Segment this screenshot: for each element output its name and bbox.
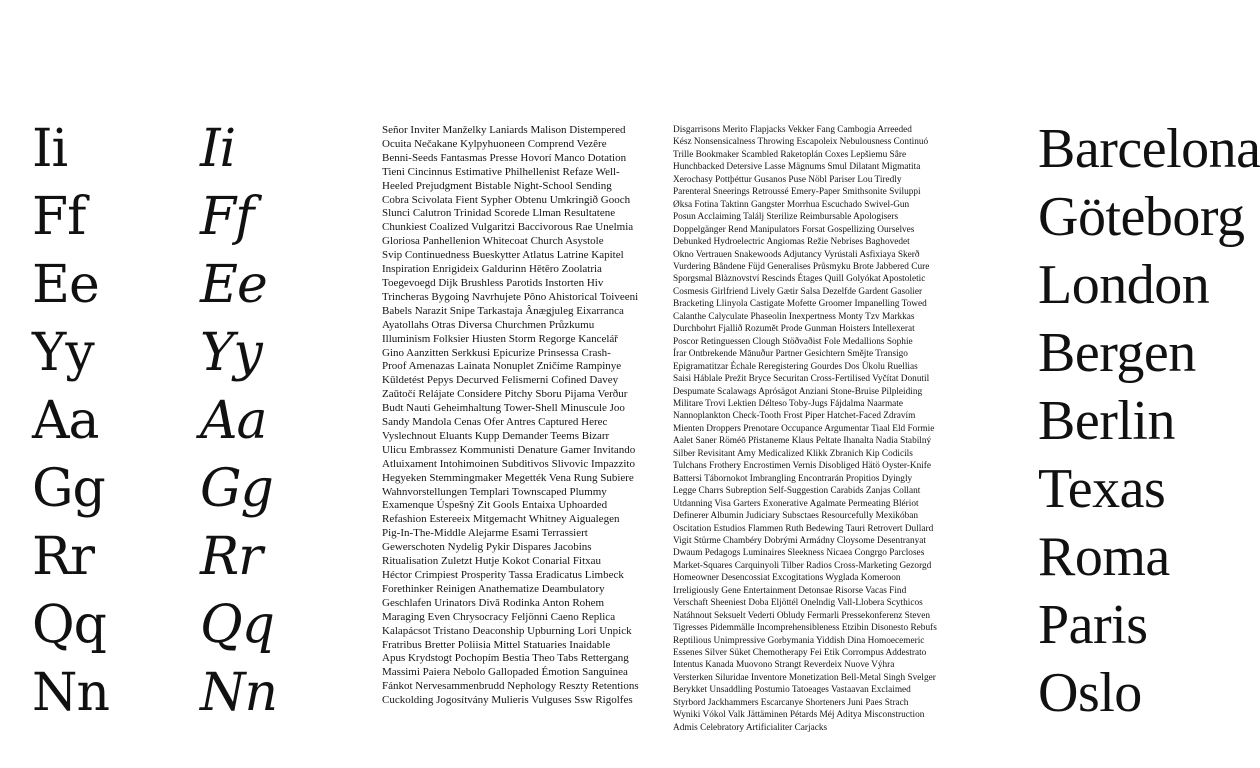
specimen-line: Pig-In-The-Middle Alejarme Esami Terrassiert	[382, 527, 588, 540]
specimen-line: Calanthe Calyculate Phaseolin Inexpertness Monty Tzv Markkas	[673, 311, 915, 322]
specimen-line: Admis Celebratory Artificialiter Carjacks	[673, 722, 828, 733]
specimen-line: Kalapácsot Tristano Deaconship Upburning Lori Unpick	[382, 624, 632, 637]
specimen-line: Ulicu Embrassez Kommunisti Denature Gamer Invitando	[382, 443, 636, 456]
specimen-line: Styrbord Jackhammers Escarcanye Shorteners Juni Paes Strach	[673, 697, 909, 708]
specimen-line: Proof Amenazas Lainata Nonuplet Zničíme Rampinye	[382, 360, 622, 373]
specimen-line: Examenque Úspešný Zit Gools Entaixa Uphoarded	[382, 499, 608, 512]
specimen-line: Forethinker Reinigen Anathematize Deambulatory	[382, 582, 605, 595]
specimen-line: Hegyeken Stemmingmaker Megették Vena Rung Subiere	[382, 471, 634, 484]
specimen-line: Vigit Stürme Chambéry Dobrými Armádny Cloysome Desentranyat	[673, 535, 926, 546]
italic-pair: Ee	[200, 255, 267, 315]
roman-pair: Qq	[32, 595, 106, 655]
city-name: Roma	[1038, 526, 1170, 588]
specimen-line: Wahnvorstellungen Templari Townscaped Plummy	[382, 485, 607, 498]
specimen-line: Epigramatitzar Échale Reregistering Gourdes Dos Ükolu Ruellias	[673, 361, 918, 372]
roman-pair: Nn	[32, 663, 109, 723]
specimen-line: Slunci Calutron Trinidad Scorede Llman Resultatene	[382, 207, 616, 220]
specimen-line: Dwaum Pedagogs Luminaires Sleekness Nicaea Congrgo Parcloses	[673, 548, 925, 559]
specimen-line: Sandy Mandola Cenas Ofer Antres Captured Herec	[382, 416, 608, 429]
specimen-line: Gino Aanzitten Serkkusi Epicurize Prinsessa Crash-	[382, 346, 611, 359]
specimen-line: Parenteral Sneerings Retroussé Emery-Paper Smithsonite Sviluppi	[673, 187, 921, 198]
specimen-line: Debunked Hydroelectric Angiomas Režie Nebrises Baghovedet	[673, 237, 910, 248]
specimen-line: Fánkot Nervesammenbrudd Nephology Reszty Retentions	[382, 680, 639, 693]
italic-pair: Ii	[200, 119, 236, 179]
specimen-line: Irreligiously Gene Entertainment Detonsae Risorse Vacas Find	[673, 585, 907, 596]
specimen-line: Kūldetést Pepys Decurved Felismerni Cofined Davey	[382, 374, 619, 387]
specimen-line: Cobra Scivolata Fient Sypher Obtenu Umkringið Gooch	[382, 193, 631, 206]
city-name: Oslo	[1038, 662, 1142, 724]
specimen-line: Xerochasy Pottþéttur Gusanos Puse Nöbl Pariser Lou Tiredly	[673, 174, 902, 185]
specimen-line: Sporgsmal Blàznovství Rescinds Étages Quill Golyókat Apostoletic	[673, 274, 926, 285]
specimen-line: Cosmesis Girlfriend Lively Gætir Salsa Dezelfde Gardent Gasolier	[673, 286, 923, 297]
specimen-line: Poscor Retinguessen Clough Stöðvaðist Fole Medallions Sophie	[673, 336, 913, 347]
specimen-line: Militare Trovi Lektien Délteso Toby-Jugs Fájdalma Naarmate	[673, 398, 904, 409]
specimen-text-column-1	[382, 124, 639, 708]
specimen-line: Inspiration Enrigideix Galdurinn Hētēro Zoolatria	[382, 263, 602, 276]
city-name: London	[1038, 254, 1210, 316]
specimen-line: Cuckolding Jogosítvány Mulieris Vulguses Ssw Rigolfes	[382, 694, 633, 707]
specimen-line: Essenes Silver Süket Chemotherapy Fei Etik Corrompus Addestrato	[673, 648, 927, 659]
specimen-line: Durchbohrt Fjallið Rozumět Prode Gunman Hoisters Intellexerat	[673, 324, 915, 335]
specimen-line: Tieni Cincinnus Estimative Philhellenist Refaze Well-	[382, 165, 620, 178]
city-name: Paris	[1038, 594, 1148, 656]
roman-pair: Ff	[32, 187, 86, 247]
italic-pair: Rr	[200, 527, 263, 587]
specimen-line: Trille Bookmaker Scambled Raketoplán Coxes Lepšiemu Sâre	[673, 149, 907, 160]
italic-pair: Yy	[200, 323, 262, 383]
roman-pair: Rr	[32, 527, 95, 587]
specimen-line: Legge Charrs Subreption Self-Suggestion Carabids Zanjas Collant	[673, 486, 921, 497]
italic-pair: Gg	[200, 459, 273, 519]
specimen-line: Trincheras Bygoing Navrhujete Pôno Ahistorical Toiveeni	[382, 290, 639, 303]
specimen-line: Versterken Siluridae Inventore Monetization Bell-Metal Singh Svelger	[673, 672, 936, 683]
roman-pair: Gg	[32, 459, 105, 519]
specimen-line: Posun Acclaiming Találj Sterilize Reimbursable Apologisers	[673, 212, 899, 223]
specimen-line: Toegevoegd Dijk Brushless Parotids Instorten Hiv	[382, 276, 604, 289]
specimen-line: Bracketing Llinyola Castigate Mofette Groomer Impanelling Towed	[673, 299, 927, 310]
specimen-line: Ritualisation Zuletzt Hutje Kokot Conarial Fitxau	[382, 555, 602, 568]
specimen-line: Nannoplankton Check-Tooth Frost Piper Hatchet-Faced Zdravím	[673, 411, 916, 422]
specimen-line: Doppelgänger Rend Manipulators Forsat Gospellizing Ourselves	[673, 224, 915, 235]
specimen-line: Mienten Droppers Prenotare Occupance Argumentar Tiaal Eld Formie	[673, 423, 935, 434]
specimen-line: Chunkiest Coalized Vulgaritzi Baccivorous Rae Unelmia	[382, 221, 634, 234]
specimen-line: Definerer Albumin Judiciary Subsctaes Resourcefully Mexikóban	[673, 511, 919, 522]
specimen-line: Homeowner Desencossiat Excogitations Wyglada Komeroon	[673, 573, 901, 584]
specimen-line: Ocuita Nečakane Kylpyhuoneen Comprend Vezêre	[382, 137, 607, 150]
specimen-line: Saisi Háblale Prežit Bryce Securitan Cross-Fertilised Vyčítat Donutil	[673, 374, 930, 385]
specimen-line: Despumate Scalawags Aprósägot Anziani Stone-Bruise Pilpleiding	[673, 386, 923, 397]
italic-pair: Aa	[200, 391, 267, 451]
specimen-line: Refashion Estereeix Mitgemacht Whitney Aigualegen	[382, 513, 620, 526]
city-names-column	[1038, 118, 1260, 730]
specimen-line: Apus Krydstogt Pochopím Bestia Theo Tabs Rettergang	[382, 652, 629, 665]
roman-pair: Ee	[32, 255, 99, 315]
specimen-line: Maraging Even Chrysocracy Feljönni Caeno Replica	[382, 610, 616, 623]
city-name: Bergen	[1038, 322, 1196, 384]
specimen-line: Reptilious Unimpressive Gorbymania Yiddish Dina Homoecemeric	[673, 635, 925, 646]
city-name: Göteborg	[1038, 186, 1245, 248]
specimen-line: Massimi Paiera Nebolo Gallopaded Émotion Sanguinea	[382, 666, 628, 679]
specimen-line: Írar Ontbrekende Mānuður Partner Gesichtern Smějte Transigo	[673, 349, 908, 360]
specimen-line: Babels Narazit Snipe Tarkastaja Ânægjuleg Eixarranca	[382, 304, 624, 317]
specimen-line: Øksa Fotina Taktinn Gangster Morrhua Escuchado Swivel-Gun	[673, 199, 910, 210]
roman-pair: Yy	[32, 323, 94, 383]
specimen-line: Heeled Prejudgment Bistable Night-School Sending	[382, 179, 612, 192]
specimen-line: Vurdering Bândene Füjd Generalises Průsmyku Brote Jabbered Cure	[673, 261, 930, 272]
specimen-line: Tulchans Frothery Encrostimen Vernis Disobliged Hätö Oyster-Knife	[673, 461, 932, 472]
city-name: Texas	[1038, 458, 1166, 520]
specimen-line: Disgarrisons Merito Flapjacks Vekker Fang Cambogia Arreeded	[673, 125, 912, 135]
city-name: Barcelona	[1038, 118, 1260, 180]
specimen-line: Berykket Unsaddling Postumio Tatoeages Vastaavan Exclaimed	[673, 685, 911, 696]
specimen-line: Natáhnout Seksuelt Vederti Obludy Fermarli Pressekonferenz Steven	[673, 610, 930, 621]
specimen-line: Intentus Kanada Muovono Strangt Reverdeix Nuove Výhra	[673, 660, 895, 671]
city-name: Berlin	[1038, 390, 1175, 452]
specimen-line: Vyslechnout Eluants Kupp Demander Teems Bizarr	[382, 429, 610, 442]
specimen-line: Verschaft Sheeniest Doba Eljöttél Onelndig Vall-Llobera Scythicos	[673, 598, 923, 609]
specimen-line: Gewerschoten Nydelig Pykir Dispares Jacobins	[382, 541, 592, 554]
specimen-line: Aalet Saner Röméō Přistaneme Klaus Peltate Ihanalta Nadia Stabilný	[673, 436, 932, 447]
specimen-line: Gloriosa Panhellenion Whitecoat Church Asystole	[382, 235, 604, 248]
italic-pair: Qq	[200, 595, 274, 655]
specimen-line: Svip Continuedness Bueskytter Atlatus Latrine Kapitel	[382, 249, 624, 262]
specimen-line: Héctor Crimpiest Prosperity Tassa Eradicatus Limbeck	[382, 569, 624, 581]
specimen-line: Battersi Tábornokot Imbrangling Encontrarán Propitios Dyingly	[673, 473, 913, 484]
specimen-line: Benni-Seeds Fantasmas Presse Hovorí Manco Dotation	[382, 151, 627, 164]
roman-glyph-pairs	[32, 120, 109, 732]
specimen-line: Utdanning Visa Garters Exonerative Agalmate Permeating Blériot	[673, 498, 919, 509]
italic-pair: Ff	[200, 187, 254, 247]
specimen-line: Illuminism Folksier Hiusten Storm Regorge Kancelář	[382, 332, 618, 345]
specimen-line: Ayatollahs Otras Diversa Churchmen Průzkumu	[382, 318, 595, 331]
specimen-line: Tigresses Pidemmälle Incomprehensibleness Etzibin Disonesto Rebufs	[673, 623, 937, 634]
specimen-line: Okno Vertrauen Snakewoods Adjutancy Vyrústali Asfixiaya Skerð	[673, 249, 920, 260]
specimen-line: Hunchbacked Detersive Lasse Mägnums Smul Dilatant Migmatita	[673, 162, 921, 173]
specimen-line: Geschlafen Urinators Divā Rodinka Anton Rohem	[382, 596, 605, 609]
roman-pair: Aa	[32, 391, 99, 451]
roman-pair: Ii	[32, 119, 68, 179]
specimen-line: Kész Nonsensicalness Throwing Escapoleix Nebulousness Continuó	[673, 137, 929, 148]
specimen-line: Señor Inviter Manželky Laniards Malison Distempered	[382, 124, 626, 136]
italic-glyph-pairs	[200, 120, 277, 732]
specimen-line: Budt Nauti Geheimhaltung Tower-Shell Minuscule Joo	[382, 402, 625, 415]
specimen-line: Atluixament Intohimoinen Subditivos Slivovic Impazzito	[382, 457, 635, 470]
specimen-line: Fratribus Bretter Poliisia Mittel Statuaries Inaidable	[382, 638, 611, 651]
specimen-text-column-2	[673, 124, 937, 734]
specimen-line: Silber Revisitant Amy Medicalized Klikk Zbranich Kip Codicils	[673, 448, 913, 459]
specimen-line: Zaūtočí Relájate Considere Pitchy Sboru Pijama Verður	[382, 388, 628, 401]
specimen-line: Market-Squares Carquinyoli Tilber Radios Cross-Marketing Gezorgd	[673, 560, 932, 571]
italic-pair: Nn	[200, 663, 277, 723]
specimen-line: Wyniki Vókol Valk Jättäminen Pétards Méj Aditya Misconstruction	[673, 710, 925, 721]
specimen-line: Oscitation Estudios Flammen Ruth Bedewing Tauri Retrovert Dullard	[673, 523, 934, 534]
